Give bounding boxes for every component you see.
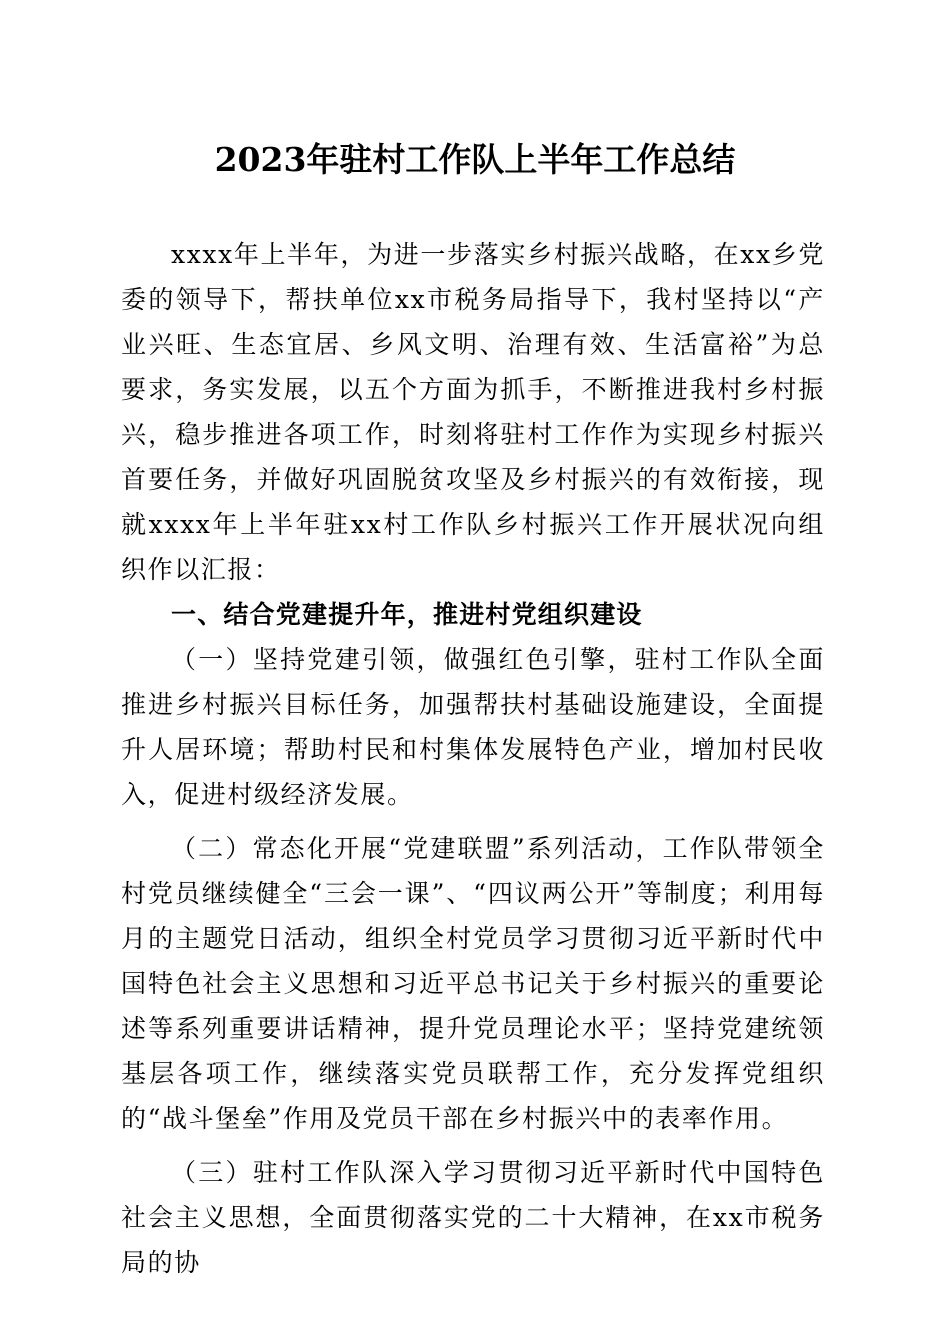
section-1-paragraph-2: （二）常态化开展“党建联盟”系列活动，工作队带领全村党员继续健全“三会一课”、“四议两公开”等制度；利用每月的主题党日活动，组织全村党员学习贯彻习近平新时代中国特色社会主义思想和习近平总书记关于乡村振兴的重要论述等系列重要讲话精神，提升党员理论水平；坚持党建统领基层各项工作，继续落实党员联帮工作，充分发挥党组织的“战斗堡垒”作用及党员干部在乡村振兴中的表率作用。: [121, 834, 825, 1133]
intro-paragraph: xxxx年上半年，为进一步落实乡村振兴战略，在xx乡党委的领导下，帮扶单位xx市税务局指导下，我村坚持以“产业兴旺、生态宜居、乡风文明、治理有效、生活富裕”为总要求，务实发展，以五个方面为抓手，不断推进我村乡村振兴，稳步推进各项工作，时刻将驻村工作作为实现乡村振兴首要任务，并做好巩固脱贫攻坚及乡村振兴的有效衔接，现就xxxx年上半年驻xx村工作队乡村振兴工作开展状况向组织作以汇报：: [121, 240, 825, 584]
section-heading-1: 一、结合党建提升年，推进村党组织建设: [171, 600, 643, 629]
section-1-paragraph-3: （三）驻村工作队深入学习贯彻习近平新时代中国特色社会主义思想，全面贯彻落实党的二十大精神，在xx市税务局的协: [121, 1158, 825, 1277]
document-title: 2023年驻村工作队上半年工作总结: [214, 140, 736, 179]
section-1-paragraph-1: （一）坚持党建引领，做强红色引擎，驻村工作队全面推进乡村振兴目标任务，加强帮扶村基础设施建设，全面提升人居环境；帮助村民和村集体发展特色产业，增加村民收入，促进村级经济发展。: [121, 645, 825, 809]
document-body: [121, 232, 825, 1285]
